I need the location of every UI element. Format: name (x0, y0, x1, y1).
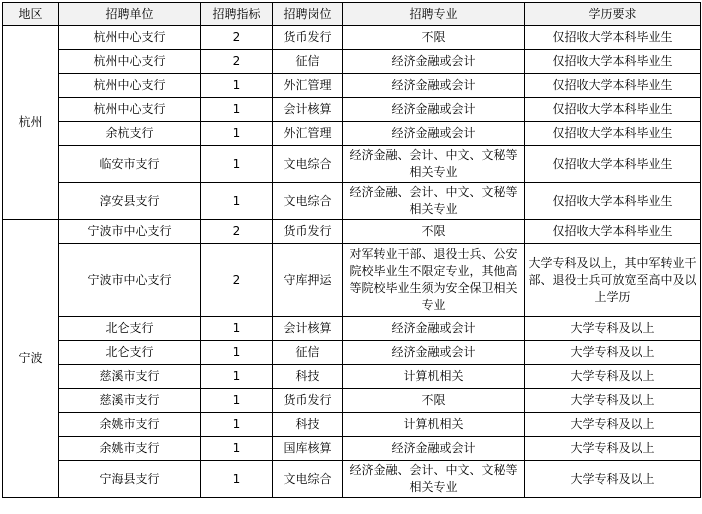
region-cell-ningbo: 宁波 (3, 220, 59, 498)
count-cell: 1 (201, 389, 273, 413)
table-row (3, 220, 701, 244)
post-cell: 文电综合 (273, 461, 343, 498)
count-cell: 1 (201, 98, 273, 122)
major-cell: 对军转业干部、退役士兵、公安院校毕业生不限定专业，其他高等院校毕业生须为安全保卫相关专业 (343, 244, 525, 317)
post-cell: 会计核算 (273, 98, 343, 122)
count-cell: 1 (201, 365, 273, 389)
table-row (3, 122, 701, 146)
education-cell: 大学专科及以上 (525, 317, 701, 341)
header-major: 招聘专业 (343, 3, 525, 26)
post-cell: 文电综合 (273, 183, 343, 220)
table-row (3, 50, 701, 74)
count-cell: 2 (201, 244, 273, 317)
unit-cell: 余杭支行 (59, 122, 201, 146)
table-row (3, 413, 701, 437)
header-education: 学历要求 (525, 3, 701, 26)
count-cell: 1 (201, 122, 273, 146)
count-cell: 1 (201, 317, 273, 341)
count-cell: 1 (201, 74, 273, 98)
unit-cell: 杭州中心支行 (59, 98, 201, 122)
unit-cell: 临安市支行 (59, 146, 201, 183)
education-cell: 大学专科及以上，其中军转业干部、退役士兵可放宽至高中及以上学历 (525, 244, 701, 317)
table-row (3, 183, 701, 220)
header-post: 招聘岗位 (273, 3, 343, 26)
table-row (3, 389, 701, 413)
education-cell: 大学专科及以上 (525, 461, 701, 498)
unit-cell: 杭州中心支行 (59, 50, 201, 74)
post-cell: 征信 (273, 341, 343, 365)
major-cell: 经济金融或会计 (343, 341, 525, 365)
table-row (3, 146, 701, 183)
table-row (3, 341, 701, 365)
post-cell: 文电综合 (273, 146, 343, 183)
education-cell: 仅招收大学本科毕业生 (525, 50, 701, 74)
education-cell: 大学专科及以上 (525, 341, 701, 365)
header-row (3, 3, 701, 26)
education-cell: 大学专科及以上 (525, 437, 701, 461)
post-cell: 货币发行 (273, 220, 343, 244)
major-cell: 经济金融或会计 (343, 98, 525, 122)
count-cell: 2 (201, 220, 273, 244)
post-cell: 货币发行 (273, 26, 343, 50)
major-cell: 经济金融、会计、中文、文秘等相关专业 (343, 146, 525, 183)
unit-cell: 北仑支行 (59, 341, 201, 365)
table-row (3, 437, 701, 461)
major-cell: 计算机相关 (343, 413, 525, 437)
post-cell: 守库押运 (273, 244, 343, 317)
unit-cell: 宁海县支行 (59, 461, 201, 498)
unit-cell: 杭州中心支行 (59, 74, 201, 98)
education-cell: 仅招收大学本科毕业生 (525, 146, 701, 183)
unit-cell: 慈溪市支行 (59, 365, 201, 389)
major-cell: 经济金融或会计 (343, 437, 525, 461)
post-cell: 会计核算 (273, 317, 343, 341)
table-row (3, 461, 701, 498)
major-cell: 计算机相关 (343, 365, 525, 389)
major-cell: 经济金融、会计、中文、文秘等相关专业 (343, 461, 525, 498)
recruitment-table (2, 2, 701, 498)
count-cell: 1 (201, 341, 273, 365)
education-cell: 仅招收大学本科毕业生 (525, 98, 701, 122)
table-row (3, 365, 701, 389)
education-cell: 仅招收大学本科毕业生 (525, 122, 701, 146)
post-cell: 科技 (273, 365, 343, 389)
major-cell: 经济金融或会计 (343, 122, 525, 146)
post-cell: 国库核算 (273, 437, 343, 461)
major-cell: 经济金融、会计、中文、文秘等相关专业 (343, 183, 525, 220)
table-row (3, 317, 701, 341)
table-row (3, 74, 701, 98)
count-cell: 2 (201, 26, 273, 50)
education-cell: 仅招收大学本科毕业生 (525, 74, 701, 98)
major-cell: 经济金融或会计 (343, 74, 525, 98)
major-cell: 不限 (343, 389, 525, 413)
unit-cell: 余姚市支行 (59, 413, 201, 437)
unit-cell: 宁波市中心支行 (59, 220, 201, 244)
header-unit: 招聘单位 (59, 3, 201, 26)
major-cell: 经济金融或会计 (343, 50, 525, 74)
post-cell: 外汇管理 (273, 74, 343, 98)
major-cell: 不限 (343, 220, 525, 244)
count-cell: 1 (201, 437, 273, 461)
unit-cell: 杭州中心支行 (59, 26, 201, 50)
post-cell: 货币发行 (273, 389, 343, 413)
unit-cell: 北仑支行 (59, 317, 201, 341)
post-cell: 外汇管理 (273, 122, 343, 146)
education-cell: 大学专科及以上 (525, 389, 701, 413)
unit-cell: 余姚市支行 (59, 437, 201, 461)
unit-cell: 淳安县支行 (59, 183, 201, 220)
education-cell: 仅招收大学本科毕业生 (525, 220, 701, 244)
education-cell: 大学专科及以上 (525, 413, 701, 437)
education-cell: 仅招收大学本科毕业生 (525, 183, 701, 220)
region-cell-hangzhou: 杭州 (3, 26, 59, 220)
unit-cell: 慈溪市支行 (59, 389, 201, 413)
major-cell: 不限 (343, 26, 525, 50)
education-cell: 大学专科及以上 (525, 365, 701, 389)
table-row (3, 244, 701, 317)
count-cell: 1 (201, 183, 273, 220)
count-cell: 1 (201, 413, 273, 437)
education-cell: 仅招收大学本科毕业生 (525, 26, 701, 50)
count-cell: 2 (201, 50, 273, 74)
table-row (3, 98, 701, 122)
table-row (3, 26, 701, 50)
header-count: 招聘指标 (201, 3, 273, 26)
count-cell: 1 (201, 146, 273, 183)
post-cell: 科技 (273, 413, 343, 437)
header-region: 地区 (3, 3, 59, 26)
count-cell: 1 (201, 461, 273, 498)
post-cell: 征信 (273, 50, 343, 74)
unit-cell: 宁波市中心支行 (59, 244, 201, 317)
major-cell: 经济金融或会计 (343, 317, 525, 341)
